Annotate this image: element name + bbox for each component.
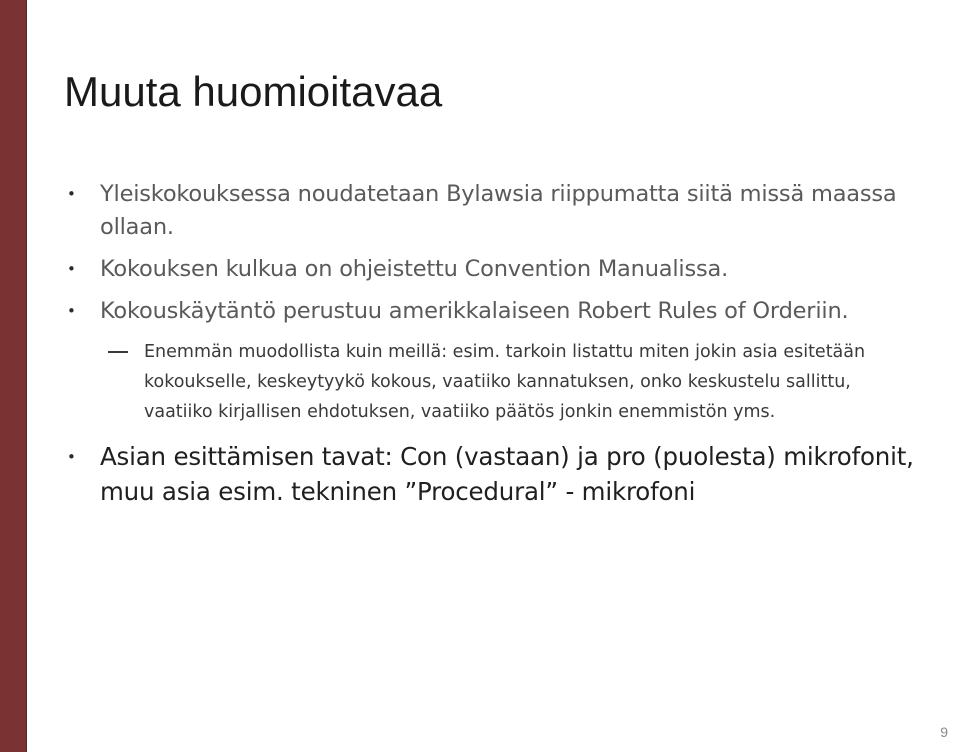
bullet-item [64, 253, 924, 286]
sub-bullet-text: Enemmän muodollista kuin meillä: esim. tarkoin listattu miten jokin asia esitetään kokoukselle, keskeytyykö kokous, vaatiiko kannatuksen, onko keskustelu sallittu, vaatiiko kirjallisen ehdotuksen, vaatiiko päätös jonkin enemmistön yms. [144, 342, 866, 422]
page-number: 9 [940, 724, 948, 740]
bullet-dot-icon: • [67, 448, 76, 466]
side-accent-bar [0, 0, 27, 752]
bullet-text: Yleiskokouksessa noudatetaan Bylawsia riippumatta siitä missä maassa ollaan. [100, 181, 897, 240]
bullet-text: Asian esittämisen tavat: Con (vastaan) ja pro (puolesta) mikrofonit, muu asia esim. tekninen ”Procedural” - mikrofoni [100, 442, 914, 506]
bullet-list [64, 178, 924, 518]
bullet-dot-icon: • [67, 302, 76, 320]
bullet-dot-icon: • [67, 260, 76, 278]
bullet-text: Kokouksen kulkua on ohjeistettu Convention Manualissa. [100, 256, 729, 282]
sub-bullet-item [64, 337, 924, 427]
dash-icon [108, 351, 128, 353]
bullet-dot-icon: • [67, 185, 76, 203]
slide-title: Muuta huomioitavaa [64, 68, 443, 115]
bullet-item [64, 178, 924, 244]
bullet-text: Kokouskäytäntö perustuu amerikkalaiseen Robert Rules of Orderiin. [100, 298, 849, 324]
bullet-item [64, 439, 924, 509]
bullet-item [64, 295, 924, 328]
